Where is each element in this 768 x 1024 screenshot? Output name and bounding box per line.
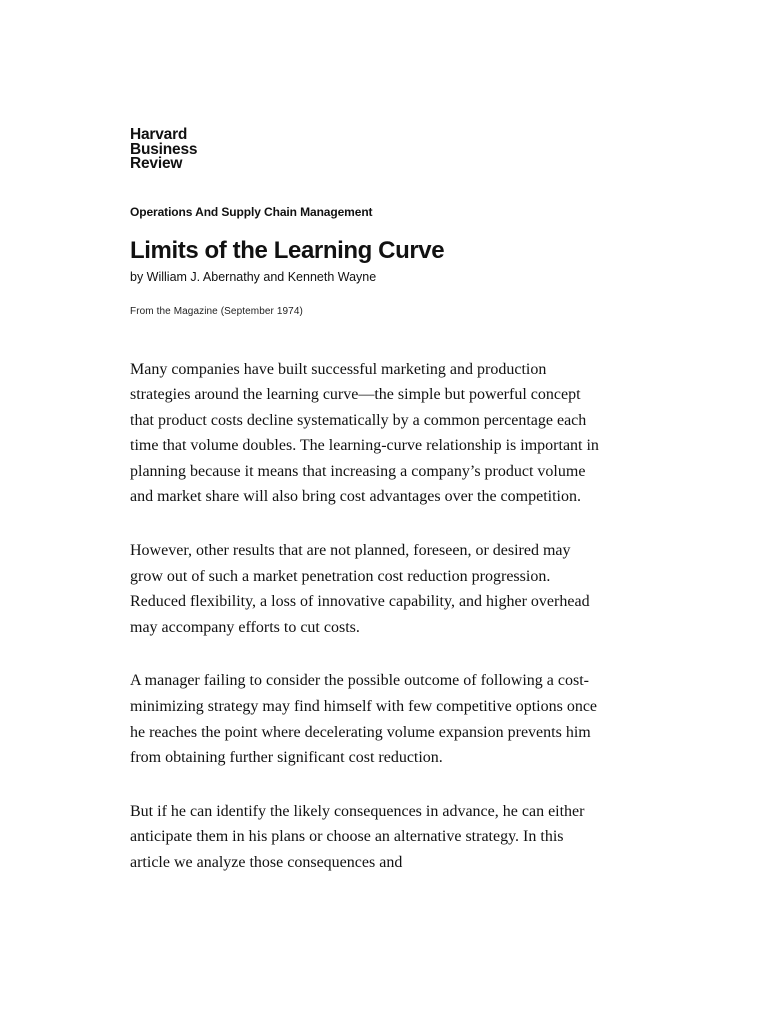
logo-line-business: Business	[130, 140, 198, 158]
article-byline: by William J. Abernathy and Kenneth Wayne	[130, 269, 377, 284]
article-source: From the Magazine (September 1974)	[130, 305, 303, 317]
article-title: Limits of the Learning Curve	[130, 236, 445, 264]
article-page	[130, 128, 600, 904]
logo-line-harvard: Harvard	[130, 126, 188, 143]
article-body	[130, 357, 600, 876]
logo-line-review: Review	[130, 155, 183, 172]
article-paragraph: A manager failing to consider the possible outcome of following a cost-minimizing strategy may find himself with few competitive options once he reaches the point where decelerating volume expansion prevents him from obtaining further significant cost reduction.	[130, 672, 598, 767]
article-category[interactable]: Operations And Supply Chain Management	[130, 204, 373, 219]
article-paragraph: However, other results that are not planned, foreseen, or desired may grow out of such a market penetration cost reduction progression. Reduced flexibility, a loss of innovative capability, and higher overhead may accompany efforts to cut costs.	[130, 542, 590, 636]
hbr-logo[interactable]	[130, 128, 600, 172]
article-paragraph: But if he can identify the likely consequences in advance, he can either anticipate them in his plans or choose an alternative strategy. In this article we analyze those consequences and	[130, 802, 585, 871]
article-paragraph: Many companies have built successful marketing and production strategies around the learning curve—the simple but powerful concept that product costs decline systematically by a common percentage each time that volume doubles. The learning-curve relationship is important in planning because it means that increasing a company’s product volume and market share will also bring cost advantages over the competition.	[130, 360, 599, 506]
